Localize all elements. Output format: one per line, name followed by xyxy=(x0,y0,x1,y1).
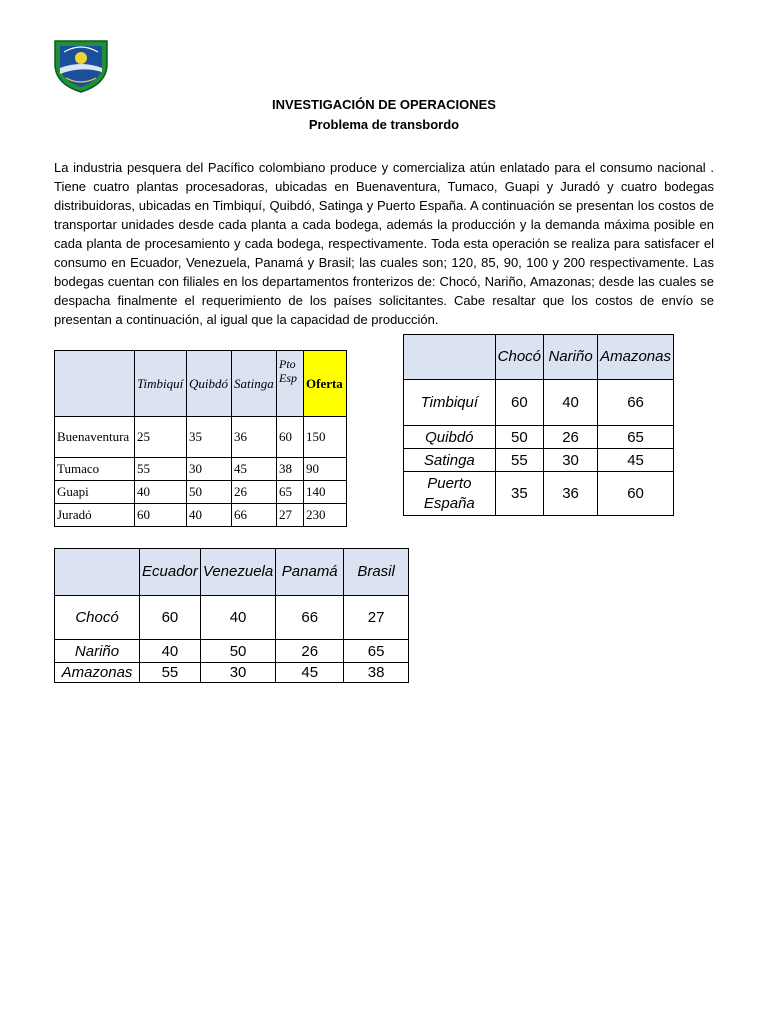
table-cell: 90 xyxy=(304,458,347,481)
header-cell: Pto Esp xyxy=(277,351,304,417)
header-cell: Panamá xyxy=(276,549,344,596)
table-cell: 50 xyxy=(495,426,543,449)
table-cell: 66 xyxy=(276,596,344,640)
table-cell: 55 xyxy=(495,449,543,472)
row-label: Timbiquí xyxy=(404,380,496,426)
header-cell: Quibdó xyxy=(187,351,232,417)
plants-to-warehouses-cost-table xyxy=(54,350,347,527)
header-cell xyxy=(404,335,496,380)
row-label: Amazonas xyxy=(55,663,140,683)
document-subtitle: Problema de transbordo xyxy=(308,117,460,132)
table-cell: 60 xyxy=(140,596,201,640)
table-row xyxy=(55,596,409,640)
table-cell: 40 xyxy=(135,481,187,504)
row-label: Chocó xyxy=(55,596,140,640)
departments-to-countries-cost-table xyxy=(54,548,409,683)
table-cell: 55 xyxy=(140,663,201,683)
table-cell: 36 xyxy=(232,417,277,458)
table-cell: 150 xyxy=(304,417,347,458)
row-label: Quibdó xyxy=(404,426,496,449)
table-cell: 66 xyxy=(598,380,674,426)
table-cell: 27 xyxy=(344,596,409,640)
table-row xyxy=(404,449,674,472)
header-cell xyxy=(55,549,140,596)
warehouses-to-departments-cost-table xyxy=(403,334,674,516)
table-cell: 140 xyxy=(304,481,347,504)
header-cell: Nariño xyxy=(544,335,598,380)
header-cell: Ecuador xyxy=(140,549,201,596)
table-row xyxy=(55,640,409,663)
row-label: Juradó xyxy=(55,504,135,527)
table-cell: 40 xyxy=(140,640,201,663)
table-row xyxy=(404,380,674,426)
table-cell: 35 xyxy=(495,472,543,516)
table-cell: 60 xyxy=(135,504,187,527)
table-cell: 27 xyxy=(277,504,304,527)
header-cell xyxy=(55,351,135,417)
table-cell: 35 xyxy=(187,417,232,458)
row-label: Guapi xyxy=(55,481,135,504)
table-cell: 38 xyxy=(344,663,409,683)
table-row xyxy=(55,504,347,527)
problem-statement: La industria pesquera del Pacífico colombiano produce y comercializa atún enlatado para el consumo nacional . Tiene cuatro plantas procesadoras, ubicadas en Buenaventura, Tumaco, Guapi y Juradó y cuatro bodegas distribuidoras, ubicadas en Timbiquí, Quibdó, Satinga y Puerto España. A continuación se presentan los costos de transportar unidades desde cada planta a cada bodega, además la producción y la demanda máxima posible en cada planta de procesamiento y cada bodega, respectivamente. Toda esta operación se realiza para satisfacer el consumo en Ecuador, Venezuela, Panamá y Brasil; las cuales son; 120, 85, 90, 100 y 200 respectivamente. Las bodegas cuentan con filiales en los departamentos fronterizos de: Chocó, Nariño, Amazonas; desde las cuales se despacha finalmente el requerimiento de los países solicitantes. Cabe resaltar que los costos de envío se presentan a continuación, al igual que la capacidad de producción. xyxy=(54,160,714,327)
row-label: Tumaco xyxy=(55,458,135,481)
header-cell: Venezuela xyxy=(200,549,275,596)
table-cell: 60 xyxy=(277,417,304,458)
header-cell: Satinga xyxy=(232,351,277,417)
table-cell: 60 xyxy=(598,472,674,516)
table-cell: 50 xyxy=(200,640,275,663)
table-cell: 45 xyxy=(232,458,277,481)
row-label: Satinga xyxy=(404,449,496,472)
table-cell: 65 xyxy=(598,426,674,449)
header-cell: Brasil xyxy=(344,549,409,596)
table-cell: 30 xyxy=(200,663,275,683)
table-cell: 66 xyxy=(232,504,277,527)
row-label: Nariño xyxy=(55,640,140,663)
table-row xyxy=(55,458,347,481)
table-row xyxy=(55,481,347,504)
table-cell: 60 xyxy=(495,380,543,426)
table-cell: 45 xyxy=(598,449,674,472)
table-cell: 40 xyxy=(187,504,232,527)
document-title: INVESTIGACIÓN DE OPERACIONES xyxy=(272,97,496,112)
table-cell: 26 xyxy=(232,481,277,504)
table-cell: 30 xyxy=(187,458,232,481)
table-cell: 55 xyxy=(135,458,187,481)
table-cell: 30 xyxy=(544,449,598,472)
table-cell: 45 xyxy=(276,663,344,683)
table-cell: 36 xyxy=(544,472,598,516)
header-cell: Chocó xyxy=(495,335,543,380)
table-cell: 50 xyxy=(187,481,232,504)
table-row xyxy=(55,663,409,683)
header-cell: Timbiquí xyxy=(135,351,187,417)
row-label: Puerto España xyxy=(404,472,496,516)
header-cell-oferta: Oferta xyxy=(304,351,347,417)
table-cell: 25 xyxy=(135,417,187,458)
table-cell: 65 xyxy=(344,640,409,663)
table-cell: 26 xyxy=(544,426,598,449)
table-cell: 26 xyxy=(276,640,344,663)
header-cell: Amazonas xyxy=(598,335,674,380)
table-row xyxy=(404,472,674,516)
table-cell: 230 xyxy=(304,504,347,527)
row-label: Buenaventura xyxy=(55,417,135,458)
table-cell: 40 xyxy=(544,380,598,426)
table-cell: 40 xyxy=(200,596,275,640)
table-row xyxy=(55,417,347,458)
table-cell: 38 xyxy=(277,458,304,481)
university-shield-logo xyxy=(52,38,110,94)
table-row xyxy=(404,426,674,449)
table-cell: 65 xyxy=(277,481,304,504)
